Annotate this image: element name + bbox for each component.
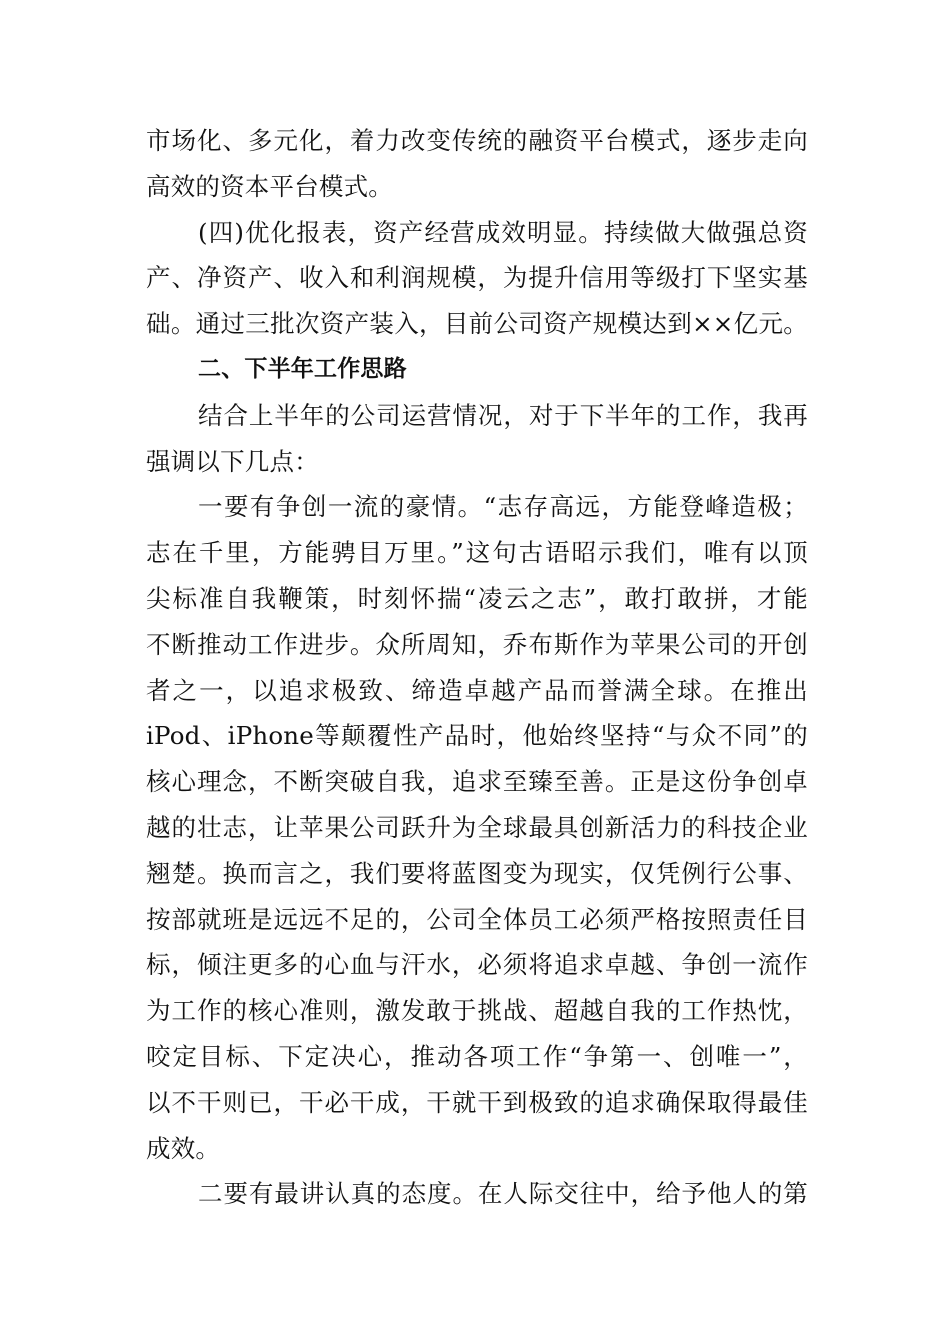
text-line: 产、净资产、收入和利润规模，为提升信用等级打下坚实基 [146,263,808,293]
text-line: 高效的资本平台模式。 [146,171,393,201]
text-line: 者之一，以追求极致、缔造卓越产品而誉满全球。在推出 [146,675,808,705]
text-line: 咬定目标、下定决心，推动各项工作“争第一、创唯一”， [146,1041,808,1071]
text-line: 按部就班是远远不足的，公司全体员工必须严格按照责任目 [146,904,808,934]
text-line: 不断推动工作进步。众所周知，乔布斯作为苹果公司的开创 [146,629,808,659]
text-line: 础。通过三批次资产装入，目前公司资产规模达到××亿元。 [146,309,808,339]
intro-first-line: 结合上半年的公司运营情况，对于下半年的工作，我再 [198,400,808,430]
text-line: 尖标准自我鞭策，时刻怀揣“凌云之志”，敢打敢拼，才能 [146,583,808,613]
text-line: 志在千里，方能骋目万里。”这句古语昭示我们，唯有以顶 [146,538,808,568]
text-line: 强调以下几点： [146,446,319,476]
section-four-first-line: (四)优化报表，资产经营成效明显。持续做大做强总资 [198,217,808,247]
text-line: 核心理念，不断突破自我，追求至臻至善。正是这份争创卓 [146,767,808,797]
point-one-first-line: 一要有争创一流的豪情。“志存高远，方能登峰造极； [198,492,808,522]
text-line: 翘楚。换而言之，我们要将蓝图变为现实，仅凭例行公事、 [146,858,808,888]
text-line: 成效。 [146,1133,221,1163]
point-two-first-line: 二要有最讲认真的态度。在人际交往中，给予他人的第 [198,1179,808,1209]
text-line: 为工作的核心准则，激发敢于挑战、超越自我的工作热忱， [146,996,808,1026]
document-page [146,118,808,1217]
text-line: 市场化、多元化，着力改变传统的融资平台模式，逐步走向 [146,126,808,155]
text-line: iPod、iPhone等颠覆性产品时，他始终坚持“与众不同”的 [146,721,808,751]
text-line: 标，倾注更多的心血与汗水，必须将追求卓越、争创一流作 [146,950,808,980]
text-line: 越的壮志，让苹果公司跃升为全球最具创新活力的科技企业 [146,812,808,842]
text-line: 以不干则已，干必干成，干就干到极致的追求确保取得最佳 [146,1087,808,1117]
section-heading: 二、下半年工作思路 [198,355,407,382]
